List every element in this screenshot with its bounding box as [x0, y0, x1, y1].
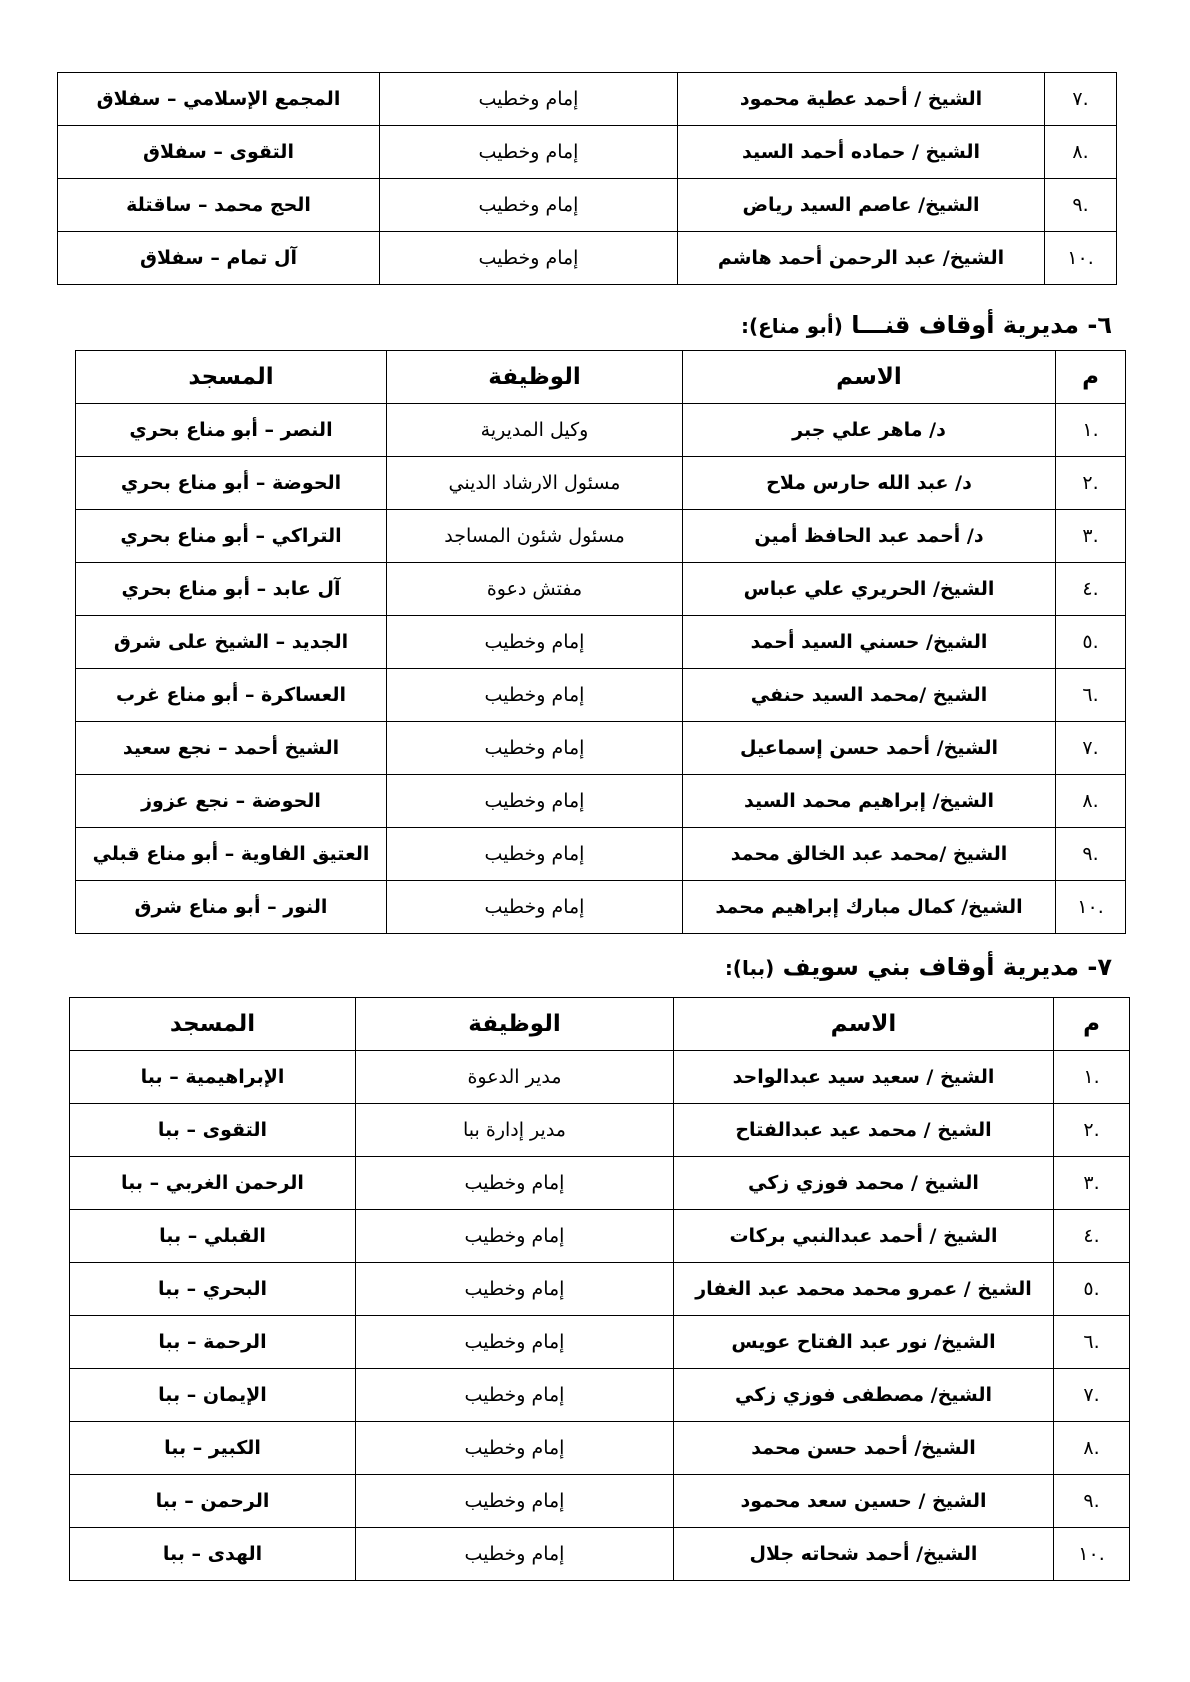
table-row: [70, 1104, 1130, 1157]
row-number: .٩: [1045, 179, 1117, 232]
heading-subtitle: (ببا):: [724, 956, 775, 980]
job-title: إمام وخطيب: [380, 126, 678, 179]
table-row: [76, 616, 1126, 669]
job-title: إمام وخطيب: [380, 73, 678, 126]
person-name: الشيخ / حسين سعد محمود: [674, 1475, 1054, 1528]
person-name: الشيخ /محمد عبد الخالق محمد: [683, 828, 1056, 881]
table-body: [58, 73, 1117, 285]
person-name: د/ أحمد عبد الحافظ أمين: [683, 510, 1056, 563]
person-name: الشيخ/ كمال مبارك إبراهيم محمد: [683, 881, 1056, 934]
mosque-name: التراكي – أبو مناع بحري: [76, 510, 387, 563]
table-row: [76, 828, 1126, 881]
person-name: الشيخ / محمد عيد عبدالفتاح: [674, 1104, 1054, 1157]
person-name: الشيخ / حماده أحمد السيد: [678, 126, 1045, 179]
job-title: إمام وخطيب: [387, 669, 683, 722]
mosque-name: النصر – أبو مناع بحري: [76, 404, 387, 457]
header-name: الاسم: [683, 351, 1056, 404]
person-name: الشيخ/ أحمد شحاته جلال: [674, 1528, 1054, 1581]
row-number: .١٠: [1056, 881, 1126, 934]
mosque-name: القبلي – ببا: [70, 1210, 356, 1263]
person-name: الشيخ/ أحمد حسن محمد: [674, 1422, 1054, 1475]
job-title: إمام وخطيب: [380, 232, 678, 285]
table-row: [76, 775, 1126, 828]
person-name: الشيخ / سعيد سيد عبدالواحد: [674, 1051, 1054, 1104]
mosque-name: الجديد – الشيخ على شرق: [76, 616, 387, 669]
job-title: مفتش دعوة: [387, 563, 683, 616]
header-role: الوظيفة: [356, 998, 674, 1051]
job-title: وكيل المديرية: [387, 404, 683, 457]
job-title: إمام وخطيب: [387, 881, 683, 934]
table-header-row: [70, 998, 1130, 1051]
header-mosque: المسجد: [70, 998, 356, 1051]
row-number: .١: [1056, 404, 1126, 457]
header-number: م: [1056, 351, 1126, 404]
job-title: إمام وخطيب: [387, 828, 683, 881]
job-title: إمام وخطيب: [380, 179, 678, 232]
row-number: .٥: [1056, 616, 1126, 669]
table-row: [76, 722, 1126, 775]
job-title: إمام وخطيب: [387, 775, 683, 828]
row-number: .٣: [1056, 510, 1126, 563]
table-row: [76, 881, 1126, 934]
person-name: د/ ماهر علي جبر: [683, 404, 1056, 457]
table-header-row: [76, 351, 1126, 404]
table-row: [70, 1316, 1130, 1369]
beni-suef-table: [69, 997, 1130, 1581]
header-name: الاسم: [674, 998, 1054, 1051]
table-row: [70, 1263, 1130, 1316]
job-title: إمام وخطيب: [356, 1528, 674, 1581]
mosque-name: الإيمان – ببا: [70, 1369, 356, 1422]
mosque-name: الرحمة – ببا: [70, 1316, 356, 1369]
table-row: [70, 1422, 1130, 1475]
row-number: .٥: [1054, 1263, 1130, 1316]
mosque-name: النور – أبو مناع شرق: [76, 881, 387, 934]
heading-main: ٧- مديرية أوقاف بني سويف: [782, 953, 1112, 981]
row-number: .٩: [1054, 1475, 1130, 1528]
job-title: إمام وخطيب: [387, 722, 683, 775]
person-name: الشيخ/ عاصم السيد رياض: [678, 179, 1045, 232]
person-name: الشيخ / عمرو محمد محمد عبد الغفار: [674, 1263, 1054, 1316]
person-name: الشيخ/ أحمد حسن إسماعيل: [683, 722, 1056, 775]
row-number: .٨: [1045, 126, 1117, 179]
row-number: .٧: [1045, 73, 1117, 126]
table-row: [76, 404, 1126, 457]
table-row: [76, 669, 1126, 722]
mosque-name: الإبراهيمية – ببا: [70, 1051, 356, 1104]
mosque-name: التقوى – سفلاق: [58, 126, 380, 179]
mosque-name: الحوضة – نجع عزوز: [76, 775, 387, 828]
row-number: .٦: [1056, 669, 1126, 722]
job-title: إمام وخطيب: [356, 1422, 674, 1475]
job-title: إمام وخطيب: [356, 1369, 674, 1422]
mosque-name: آل تمام – سفلاق: [58, 232, 380, 285]
heading-subtitle: (أبو مناع):: [740, 314, 843, 338]
mosque-name: المجمع الإسلامي – سفلاق: [58, 73, 380, 126]
person-name: الشيخ / محمد فوزي زكي: [674, 1157, 1054, 1210]
table-row: [70, 1210, 1130, 1263]
mosque-name: التقوى – ببا: [70, 1104, 356, 1157]
row-number: .٤: [1054, 1210, 1130, 1263]
mosque-name: الشيخ أحمد – نجع سعيد: [76, 722, 387, 775]
table-row: [70, 1157, 1130, 1210]
section-heading-beni-suef: [725, 953, 1112, 981]
continuation-table: [57, 72, 1117, 285]
person-name: د/ عبد الله حارس ملاح: [683, 457, 1056, 510]
person-name: الشيخ / أحمد عطية محمود: [678, 73, 1045, 126]
table-row: [58, 232, 1117, 285]
table-row: [76, 510, 1126, 563]
mosque-name: آل عابد – أبو مناع بحري: [76, 563, 387, 616]
mosque-name: الرحمن – ببا: [70, 1475, 356, 1528]
person-name: الشيخ /محمد السيد حنفي: [683, 669, 1056, 722]
mosque-name: الرحمن الغربي – ببا: [70, 1157, 356, 1210]
job-title: إمام وخطيب: [356, 1157, 674, 1210]
row-number: .٢: [1056, 457, 1126, 510]
person-name: الشيخ/ الحريري علي عباس: [683, 563, 1056, 616]
job-title: مدير الدعوة: [356, 1051, 674, 1104]
person-name: الشيخ / أحمد عبدالنبي بركات: [674, 1210, 1054, 1263]
row-number: .٨: [1056, 775, 1126, 828]
job-title: مدير إدارة ببا: [356, 1104, 674, 1157]
row-number: .٧: [1054, 1369, 1130, 1422]
row-number: .٢: [1054, 1104, 1130, 1157]
mosque-name: الحج محمد – ساقتلة: [58, 179, 380, 232]
mosque-name: العساكرة – أبو مناع غرب: [76, 669, 387, 722]
person-name: الشيخ/ عبد الرحمن أحمد هاشم: [678, 232, 1045, 285]
table-row: [70, 1528, 1130, 1581]
table-body: [76, 404, 1126, 934]
person-name: الشيخ/ مصطفى فوزي زكي: [674, 1369, 1054, 1422]
row-number: .١: [1054, 1051, 1130, 1104]
job-title: مسئول الارشاد الديني: [387, 457, 683, 510]
row-number: .٣: [1054, 1157, 1130, 1210]
mosque-name: العتيق الفاوية – أبو مناع قبلي: [76, 828, 387, 881]
header-role: الوظيفة: [387, 351, 683, 404]
row-number: .١٠: [1045, 232, 1117, 285]
table-row: [70, 1369, 1130, 1422]
section-heading-qena: [741, 311, 1112, 339]
job-title: إمام وخطيب: [387, 616, 683, 669]
mosque-name: الحوضة – أبو مناع بحري: [76, 457, 387, 510]
row-number: .٤: [1056, 563, 1126, 616]
job-title: إمام وخطيب: [356, 1475, 674, 1528]
row-number: .١٠: [1054, 1528, 1130, 1581]
mosque-name: الهدى – ببا: [70, 1528, 356, 1581]
table-row: [76, 563, 1126, 616]
job-title: إمام وخطيب: [356, 1316, 674, 1369]
table-row: [58, 73, 1117, 126]
person-name: الشيخ/ إبراهيم محمد السيد: [683, 775, 1056, 828]
header-mosque: المسجد: [76, 351, 387, 404]
row-number: .٨: [1054, 1422, 1130, 1475]
row-number: .٩: [1056, 828, 1126, 881]
job-title: إمام وخطيب: [356, 1210, 674, 1263]
job-title: مسئول شئون المساجد: [387, 510, 683, 563]
header-number: م: [1054, 998, 1130, 1051]
row-number: .٦: [1054, 1316, 1130, 1369]
job-title: إمام وخطيب: [356, 1263, 674, 1316]
mosque-name: البحري – ببا: [70, 1263, 356, 1316]
mosque-name: الكبير – ببا: [70, 1422, 356, 1475]
person-name: الشيخ/ حسني السيد أحمد: [683, 616, 1056, 669]
table-body: [70, 1051, 1130, 1581]
table-row: [58, 126, 1117, 179]
person-name: الشيخ/ نور عبد الفتاح عويس: [674, 1316, 1054, 1369]
table-row: [58, 179, 1117, 232]
row-number: .٧: [1056, 722, 1126, 775]
table-row: [70, 1475, 1130, 1528]
qena-table: [75, 350, 1126, 934]
heading-main: ٦- مديرية أوقاف قنـــا: [851, 311, 1112, 339]
table-row: [76, 457, 1126, 510]
table-row: [70, 1051, 1130, 1104]
